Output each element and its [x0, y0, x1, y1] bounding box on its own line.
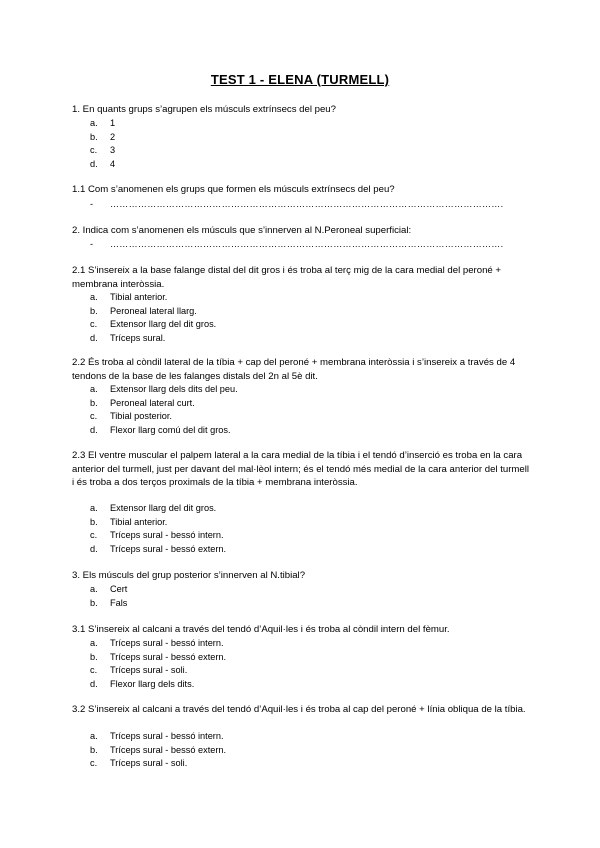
option: [90, 730, 530, 744]
option: [90, 383, 530, 397]
option: [90, 410, 530, 424]
option-letter: a.: [90, 638, 98, 648]
page-title: TEST 1 - ELENA (TURMELL): [210, 72, 390, 87]
option-text: Flexor llarg dels dits.: [110, 678, 195, 689]
option-letter: c.: [90, 758, 98, 769]
blank-line: ……………………………………………………………………………………………………………….: [110, 199, 504, 209]
option-text: 2: [110, 131, 116, 142]
question-2-3: 2.3 El ventre muscular el palpem lateral a la cara medial de la tíbia i el tendó d’inserció es troba en la cara anterior del turmell, just per davant del mal·lèol intern; és el tendó més medial de la cara anterior del turmell i és troba a dos terços proximals de la tíbia + membrana interòssia.: [72, 450, 529, 489]
option-letter: c.: [90, 665, 98, 676]
question-1: 1. En quants grups s’agrupen els músculs extrínsecs del peu?: [72, 104, 336, 115]
option-text: Tríceps sural - soli.: [110, 665, 188, 676]
option: [90, 597, 530, 611]
option: [90, 516, 530, 530]
option-letter: d.: [90, 678, 98, 689]
option: [90, 144, 530, 158]
option-letter: c.: [90, 411, 98, 422]
option-text: 4: [110, 158, 116, 169]
answer-blank: [90, 238, 530, 252]
option: [90, 664, 530, 678]
option-letter: a.: [90, 292, 98, 302]
question-2-answer: [90, 238, 530, 252]
option: [90, 678, 530, 692]
option: [90, 744, 530, 758]
option: [90, 651, 530, 665]
question-3-2: 3.2 S’insereix al calcani a través del tendó d’Aquil·les i és troba al cap del peroné + línia obliqua de la tíbia.: [72, 704, 526, 715]
blank-marker: -: [90, 239, 94, 249]
option-text: Tibial anterior.: [110, 516, 168, 527]
option: [90, 332, 530, 346]
question-1-1-answer: [90, 198, 530, 212]
option-letter: c.: [90, 319, 98, 330]
option: [90, 305, 530, 319]
option-letter: b.: [90, 651, 98, 662]
option-text: Extensor llarg del dit gros.: [110, 319, 217, 330]
option: [90, 583, 530, 597]
question-2-2: 2.2 És troba al còndil lateral de la tíbia + cap del peroné + membrana interòssia i s’insereix a través de 4 tendons de la base de les falanges distals del 2n al 5è dit.: [72, 357, 516, 382]
option-text: Extensor llarg del dit gros.: [110, 503, 217, 513]
blank-marker: -: [90, 199, 94, 209]
option-text: Tríceps sural - bessó intern.: [110, 731, 224, 741]
option-letter: b.: [90, 516, 98, 527]
option: [90, 397, 530, 411]
question-3-1-options: [90, 637, 530, 691]
option: [90, 529, 530, 543]
question-1-1: 1.1 Com s’anomenen els grups que formen els músculs extrínsecs del peu?: [72, 184, 395, 195]
option: [90, 637, 530, 651]
question-2-1-options: [90, 291, 530, 345]
option-text: Tríceps sural - bessó intern.: [110, 530, 224, 541]
question-3-1: 3.1 S’insereix al calcani a través del tendó d’Aquil·les i és troba al còndil intern del fèmur.: [72, 624, 450, 635]
option: [90, 318, 530, 332]
option-text: 3: [110, 145, 116, 156]
option: [90, 158, 530, 172]
option-text: Tríceps sural - bessó extern.: [110, 651, 227, 662]
option-letter: b.: [90, 131, 98, 142]
option-letter: d.: [90, 332, 98, 343]
question-3: 3. Els músculs del grup posterior s’innerven al N.tibial?: [72, 570, 306, 581]
option-letter: d.: [90, 424, 98, 435]
option-text: Tríceps sural - soli.: [110, 758, 188, 769]
option-text: Cert: [110, 584, 128, 594]
option-letter: b.: [90, 397, 98, 408]
question-2: 2. Indica com s’anomenen els músculs que s’innerven al N.Peroneal superficial:: [72, 225, 412, 236]
option-letter: b.: [90, 744, 98, 755]
option-letter: b.: [90, 305, 98, 316]
option-text: Tríceps sural - bessó extern.: [110, 543, 227, 554]
option: [90, 131, 530, 145]
option-letter: c.: [90, 145, 98, 156]
option-letter: a.: [90, 118, 98, 128]
option: [90, 291, 530, 305]
question-3-2-options: [90, 730, 530, 771]
option-text: Flexor llarg comú del dit gros.: [110, 424, 231, 435]
option-text: Tríceps sural - bessó intern.: [110, 638, 224, 648]
option: [90, 117, 530, 131]
blank-line: ……………………………………………………………………………………………………………….: [110, 239, 504, 249]
option: [90, 502, 530, 516]
option-text: Tríceps sural - bessó extern.: [110, 744, 227, 755]
answer-blank: [90, 198, 530, 212]
question-1-options: [90, 117, 530, 171]
option-letter: c.: [90, 530, 98, 541]
option-letter: a.: [90, 584, 98, 594]
option: [90, 543, 530, 557]
option-text: Tríceps sural.: [110, 332, 166, 343]
option-text: Peroneal lateral curt.: [110, 397, 195, 408]
option-letter: d.: [90, 158, 98, 169]
option-text: Tibial posterior.: [110, 411, 172, 422]
question-3-options: [90, 583, 530, 610]
option-letter: b.: [90, 597, 98, 608]
option-letter: a.: [90, 731, 98, 741]
question-2-2-options: [90, 383, 530, 437]
option-text: 1: [110, 118, 116, 128]
option-text: Fals: [110, 597, 128, 608]
question-2-1: 2.1 S’insereix a la base falange distal del dit gros i és troba al terç mig de la cara medial del peroné + membrana interòssia.: [72, 265, 502, 290]
question-2-3-options: [90, 502, 530, 556]
option-text: Extensor llarg dels dits del peu.: [110, 384, 238, 394]
option: [90, 757, 530, 771]
option-letter: a.: [90, 503, 98, 513]
option-letter: a.: [90, 384, 98, 394]
option: [90, 424, 530, 438]
option-text: Tibial anterior.: [110, 292, 168, 302]
option-text: Peroneal lateral llarg.: [110, 305, 197, 316]
option-letter: d.: [90, 543, 98, 554]
